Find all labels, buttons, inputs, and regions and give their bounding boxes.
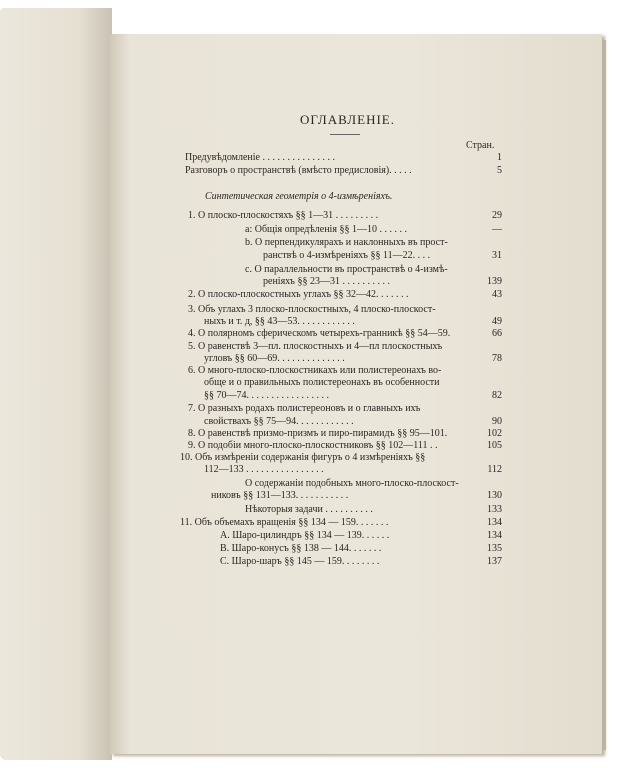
toc-entry — [0, 390, 620, 402]
toc-entry — [0, 341, 620, 353]
toc-entry-text: 5. О равенствѣ 3—пл. плоскостныхъ и 4—пл плоскостныхъ — [188, 341, 443, 352]
toc-entry — [0, 403, 620, 415]
toc-entry — [0, 165, 620, 177]
toc-entry-text: C. Шаро-шаръ §§ 145 — 159. . . . . . . . — [220, 556, 380, 567]
toc-entry — [0, 304, 620, 316]
toc-entry-text: 1. О плоско-плоскостяхъ §§ 1—31 . . . . . . . . . — [188, 210, 379, 221]
toc-entry-text: обще и о правильныхъ полистереонахъ въ особенности — [204, 377, 440, 388]
toc-entry-text: B. Шаро-конусъ §§ 138 — 144. . . . . . . — [220, 543, 382, 554]
toc-entry-page: 102 — [487, 428, 502, 439]
toc-entry-text: §§ 70—74. . . . . . . . . . . . . . . . . — [204, 390, 329, 401]
toc-entry-page: 43 — [492, 289, 502, 300]
toc-entry — [0, 250, 620, 262]
toc-entry-page: 66 — [492, 328, 502, 339]
toc-entry-page: 139 — [487, 276, 502, 287]
toc-entry-page: 1 — [497, 152, 502, 163]
toc-entry-page: 31 — [492, 250, 502, 261]
toc-entry-text: 112—133 . . . . . . . . . . . . . . . . — [204, 464, 324, 475]
toc-entry-text: свойствахъ §§ 75—94. . . . . . . . . . . . — [204, 416, 354, 427]
toc-entry-text: Разговоръ о пространствѣ (вмѣсто предисловiя). . . . . — [185, 165, 412, 176]
toc-entry-text: 9. О подобiи много-плоско-плоскостниковъ §§ 102—111 . . — [188, 440, 438, 451]
toc-entry — [0, 478, 620, 490]
toc-entry-text: 2. О плоско-плоскостныхъ углахъ §§ 32—42. . . . . . . — [188, 289, 409, 300]
toc-entry — [0, 353, 620, 365]
toc-entry-text: О содержанiи подобныхъ много-плоско-плоскост- — [245, 478, 459, 489]
toc-entry-text: 4. О полярномъ сферическомъ четырехъ-гранникѣ §§ 54—59. — [188, 328, 451, 339]
toc-entry-page: 112 — [487, 464, 502, 475]
toc-entry-page: 5 — [497, 165, 502, 176]
toc-entry-text: 11. Объ объемахъ вращенiя §§ 134 — 159. . . . . . . — [180, 517, 389, 528]
toc-entry-text: 7. О разныхъ родахъ полистереоновъ и о главныхъ ихъ — [188, 403, 421, 414]
toc-entry-page: 49 — [492, 316, 502, 327]
toc-entry — [0, 264, 620, 276]
toc-entry — [0, 328, 620, 340]
toc-entry — [0, 152, 620, 164]
toc-entry — [0, 556, 620, 568]
toc-entry-page: 134 — [487, 530, 502, 541]
toc-entry-text: 3. Объ углахъ 3 плоско-плоскостныхъ, 4 плоско-плоскост- — [188, 304, 436, 315]
toc-entry-text: b. О перпендикулярахъ и наклонныхъ въ прост- — [245, 237, 448, 248]
toc-entry-page: 137 — [487, 556, 502, 567]
toc-entry — [0, 377, 620, 389]
toc-entry — [0, 237, 620, 249]
toc-entry-page: 105 — [487, 440, 502, 451]
toc-entry-page: 135 — [487, 543, 502, 554]
toc-entry-text: никовъ §§ 131—133. . . . . . . . . . . — [211, 490, 349, 501]
toc-entry — [0, 210, 620, 222]
toc-entry-text: Нѣкоторыя задачи . . . . . . . . . . — [245, 504, 373, 515]
toc-entry-text: угловъ §§ 60—69. . . . . . . . . . . . . . — [204, 353, 345, 364]
page-title: ОГЛАВЛЕНIЕ. — [300, 112, 395, 127]
toc-entry — [0, 365, 620, 377]
toc-entry-text: ныхъ и т. д, §§ 43—53. . . . . . . . . . . . — [204, 316, 355, 327]
toc-entry — [0, 224, 620, 236]
toc-entry-text: Предувѣдомленiе . . . . . . . . . . . . . . . — [185, 152, 335, 163]
section-heading: Синтетическая геометрiя о 4-измѣренiяхъ. — [205, 191, 393, 202]
toc-entry — [0, 416, 620, 428]
toc-entry-text: a: Общiя опредѣленiя §§ 1—10 . . . . . . — [245, 224, 407, 235]
toc-entry — [0, 543, 620, 555]
toc-entry — [0, 289, 620, 301]
toc-entry — [0, 452, 620, 464]
page-column-header: Стран. — [466, 140, 495, 151]
toc-entry-page: 133 — [487, 504, 502, 515]
toc-entry — [0, 464, 620, 476]
toc-entry-text: ранствѣ о 4-измѣренiяхъ §§ 11—22. . . . — [263, 250, 431, 261]
toc-entry-page: 130 — [487, 490, 502, 501]
toc-entry — [0, 316, 620, 328]
toc-entry-page: 82 — [492, 390, 502, 401]
toc-entry-text: ренiяхъ §§ 23—31 . . . . . . . . . . — [263, 276, 390, 287]
toc-entry-text: 10. Объ измѣренiи содержанiя фигуръ о 4 измѣренiяхъ §§ — [180, 452, 426, 463]
toc-entry-text: c. О параллельности въ пространствѣ о 4-измѣ- — [245, 264, 448, 275]
toc-entry — [0, 428, 620, 440]
toc-entry — [0, 490, 620, 502]
toc-entry-page: 29 — [492, 210, 502, 221]
toc-entry — [0, 517, 620, 529]
toc-entry-page: 78 — [492, 353, 502, 364]
toc-entry-text: A. Шаро-цилиндръ §§ 134 — 139. . . . . . — [220, 530, 390, 541]
toc-entry-text: 6. О много-плоско-плоскостникахъ или полистереонахъ во- — [188, 365, 442, 376]
toc-entry-page: 90 — [492, 416, 502, 427]
toc-entry — [0, 504, 620, 516]
toc-entry — [0, 276, 620, 288]
toc-entry-text: 8. О равенствѣ призмо-призмъ и пиро-пирамидъ §§ 95—101. — [188, 428, 448, 439]
toc-entry-page: 134 — [487, 517, 502, 528]
toc-entry-page: — — [492, 224, 502, 235]
toc-entry — [0, 440, 620, 452]
title-rule — [330, 134, 360, 135]
toc-entry — [0, 530, 620, 542]
